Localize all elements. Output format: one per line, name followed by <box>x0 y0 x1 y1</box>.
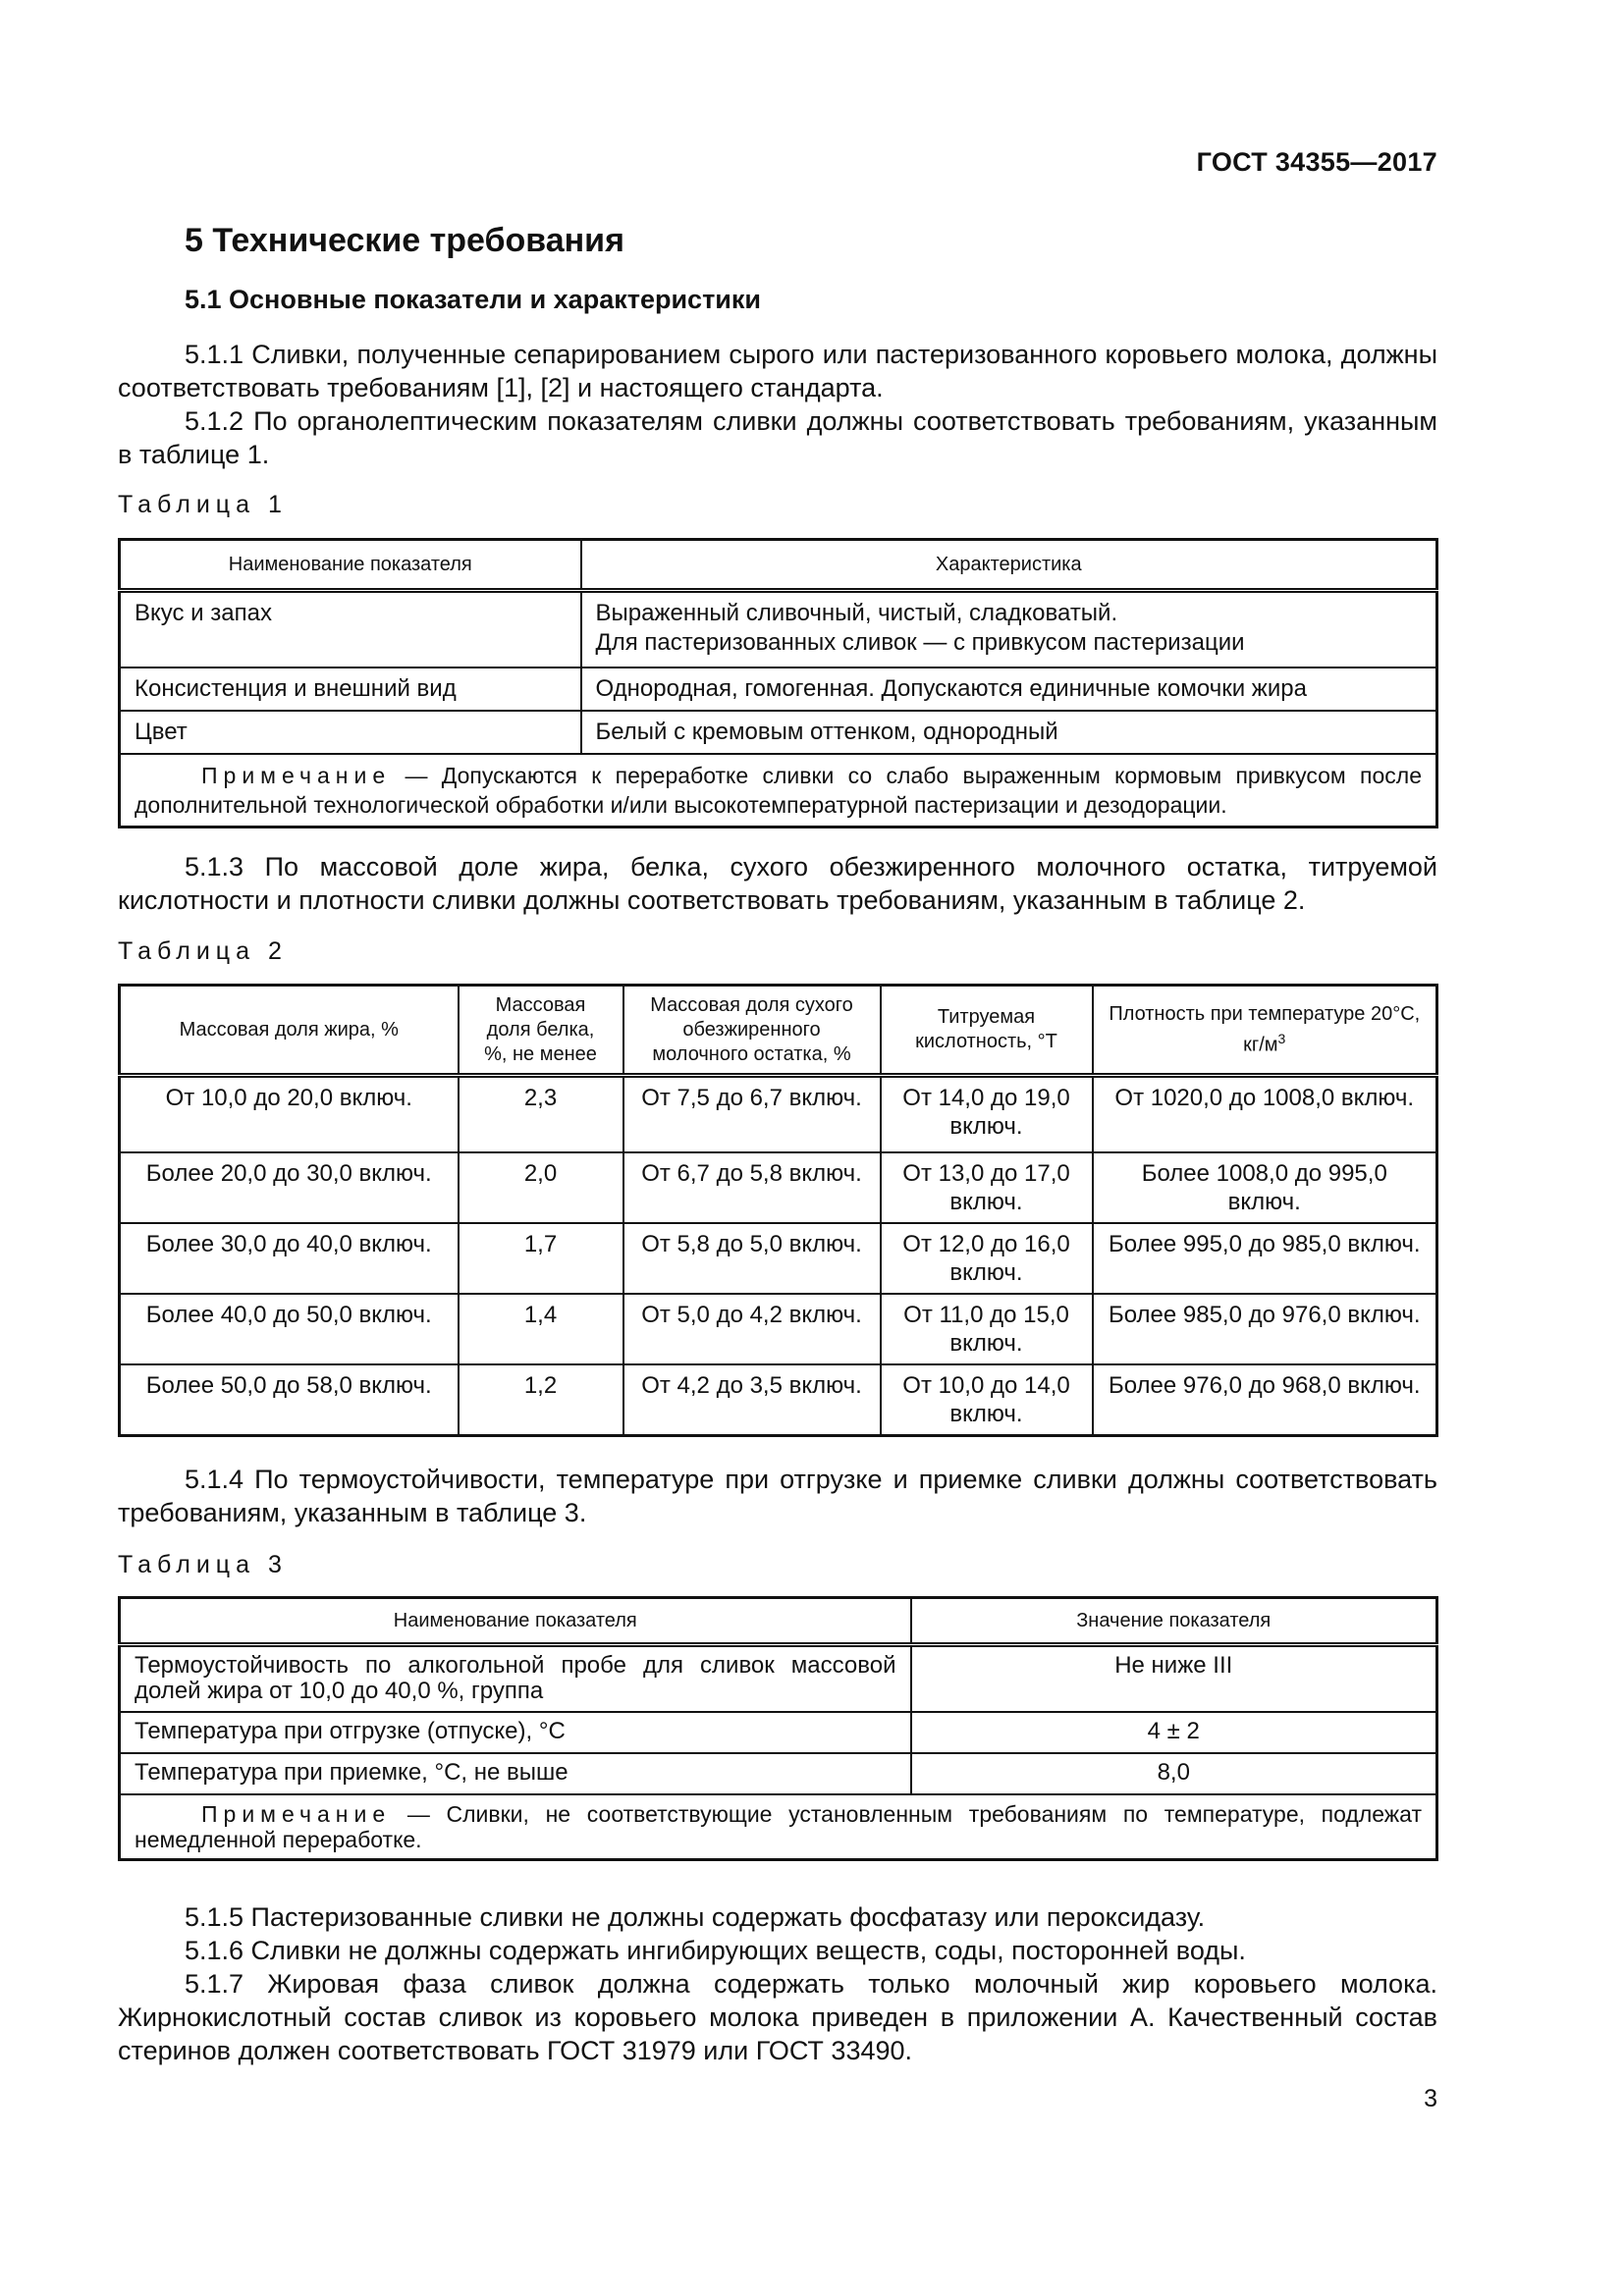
table-row <box>120 1753 1437 1794</box>
density: От 1020,0 до 1008,0 включ. <box>1093 1076 1437 1152</box>
paragraph-text: 5.1.3 По массовой доле жира, белка, сухого обезжиренного молочного остатка, титруемой кислотности и плотности сливки должны соответствовать требованиям, указанным в таблице 2. <box>118 852 1437 915</box>
protein-fraction: 1,7 <box>459 1223 623 1294</box>
table-header-row <box>120 1598 1437 1645</box>
table3-caption: Таблица 3 <box>118 1551 288 1578</box>
dry-residue: От 4,2 до 3,5 включ. <box>623 1364 881 1436</box>
density: Более 985,0 до 976,0 включ. <box>1093 1294 1437 1364</box>
table-note <box>120 1794 1437 1860</box>
table2-caption: Таблица 2 <box>118 937 288 965</box>
table-row <box>120 1645 1437 1712</box>
paragraph-5-1-7 <box>118 1967 1437 2067</box>
column-header <box>1093 986 1437 1076</box>
value-line: Выраженный сливочный, чистый, сладковатый. <box>595 600 1118 626</box>
paragraph-5-1-4 <box>118 1463 1437 1529</box>
paragraph-text: 5.1.5 Пастеризованные сливки не должны содержать фосфатазу или пероксидазу. <box>185 1902 1206 1932</box>
indicator-value: Однородная, гомогенная. Допускаются единичные комочки жира <box>581 667 1437 711</box>
paragraph-5-1-5 <box>118 1900 1437 1934</box>
table-note-row <box>120 754 1437 828</box>
indicator-value: 4 ± 2 <box>911 1712 1437 1753</box>
table-row <box>120 1152 1437 1223</box>
density: Более 1008,0 до 995,0 включ. <box>1093 1152 1437 1223</box>
fat-fraction: От 10,0 до 20,0 включ. <box>120 1076 459 1152</box>
column-header: Значение показателя <box>911 1598 1437 1645</box>
paragraph-text: 5.1.2 По органолептическим показателям сливки должны соответствовать требованиям, указанным в таблице 1. <box>118 406 1437 469</box>
superscript: 3 <box>1277 1030 1286 1046</box>
paragraph-text: 5.1.4 По термоустойчивости, температуре при отгрузке и приемке сливки должны соответствовать требованиям, указанным в таблице 3. <box>118 1465 1437 1527</box>
note-label: Примечание <box>201 762 392 788</box>
page-number: 3 <box>1424 2085 1437 2112</box>
acidity: От 12,0 до 16,0 включ. <box>881 1223 1093 1294</box>
subsection-title: 5.1 Основные показатели и характеристики <box>185 285 761 314</box>
table-note <box>120 754 1437 828</box>
table1-caption: Таблица 1 <box>118 491 288 518</box>
table-row <box>120 1294 1437 1364</box>
table-header-row <box>120 986 1437 1076</box>
dry-residue: От 5,0 до 4,2 включ. <box>623 1294 881 1364</box>
protein-fraction: 2,3 <box>459 1076 623 1152</box>
section-title: 5 Технические требования <box>185 222 624 259</box>
fat-fraction: Более 20,0 до 30,0 включ. <box>120 1152 459 1223</box>
indicator-name: Вкус и запах <box>120 591 581 667</box>
fat-fraction: Более 50,0 до 58,0 включ. <box>120 1364 459 1436</box>
table-row <box>120 667 1437 711</box>
indicator-name: Температура при приемке, °С, не выше <box>120 1753 911 1794</box>
indicator-name: Цвет <box>120 711 581 754</box>
table-header-row <box>120 540 1437 591</box>
protein-fraction: 2,0 <box>459 1152 623 1223</box>
value-line: Для пастеризованных сливок — с привкусом пастеризации <box>595 629 1245 656</box>
note-text: — Сливки, не соответствующие установленным требованиям по температуре, подлежат немедленной переработке. <box>135 1800 1422 1852</box>
note-text: — Допускаются к переработке сливки со слабо выраженным кормовым привкусом после дополнительной технологической обработки и/или высокотемпературной пастеризации и дезодорации. <box>135 762 1422 818</box>
column-header: Титруемая кислотность, °Т <box>881 986 1093 1076</box>
indicator-value: Не ниже III <box>911 1645 1437 1712</box>
table-row <box>120 591 1437 667</box>
density: Более 995,0 до 985,0 включ. <box>1093 1223 1437 1294</box>
paragraph-text: 5.1.7 Жировая фаза сливок должна содержать только молочный жир коровьего молока. Жирнокислотный состав сливок из коровьего молока приведен в приложении А. Качественный состав стеринов должен соответствовать ГОСТ 31979 или ГОСТ 33490. <box>118 1969 1437 2065</box>
paragraph-5-1-3 <box>118 850 1437 917</box>
paragraph-5-1-1 <box>118 338 1437 404</box>
table-row <box>120 1076 1437 1152</box>
column-header: Наименование показателя <box>120 1598 911 1645</box>
protein-fraction: 1,4 <box>459 1294 623 1364</box>
indicator-name: Термоустойчивость по алкогольной пробе для сливок массовой долей жира от 10,0 до 40,0 %, группа <box>120 1645 911 1712</box>
fat-fraction: Более 30,0 до 40,0 включ. <box>120 1223 459 1294</box>
indicator-name: Консистенция и внешний вид <box>120 667 581 711</box>
table-2-physicochemical <box>118 984 1438 1437</box>
acidity: От 11,0 до 15,0 включ. <box>881 1294 1093 1364</box>
paragraph-text: 5.1.6 Сливки не должны содержать ингибирующих веществ, соды, посторонней воды. <box>185 1936 1246 1965</box>
acidity: От 14,0 до 19,0 включ. <box>881 1076 1093 1152</box>
table-row <box>120 1712 1437 1753</box>
indicator-value: Белый с кремовым оттенком, однородный <box>581 711 1437 754</box>
dry-residue: От 5,8 до 5,0 включ. <box>623 1223 881 1294</box>
header-text: Плотность при температуре 20°С, кг/м <box>1109 1002 1421 1056</box>
document-code: ГОСТ 34355—2017 <box>1196 147 1437 177</box>
paragraph-text: 5.1.1 Сливки, полученные сепарированием сырого или пастеризованного коровьего молока, должны соответствовать требованиям [1], [2] и настоящего стандарта. <box>118 340 1437 402</box>
dry-residue: От 7,5 до 6,7 включ. <box>623 1076 881 1152</box>
paragraph-5-1-2 <box>118 404 1437 471</box>
table-1-organoleptic <box>118 538 1438 828</box>
indicator-value <box>581 591 1437 667</box>
column-header: Массовая доля сухого обезжиренного молочного остатка, % <box>623 986 881 1076</box>
table-3-thermal <box>118 1596 1438 1861</box>
indicator-value: 8,0 <box>911 1753 1437 1794</box>
column-header: Характеристика <box>581 540 1437 591</box>
table-note-row <box>120 1794 1437 1860</box>
indicator-name: Температура при отгрузке (отпуске), °С <box>120 1712 911 1753</box>
column-header: Массовая доля белка, %, не менее <box>459 986 623 1076</box>
density: Более 976,0 до 968,0 включ. <box>1093 1364 1437 1436</box>
paragraph-5-1-6 <box>118 1934 1437 1967</box>
column-header: Наименование показателя <box>120 540 581 591</box>
fat-fraction: Более 40,0 до 50,0 включ. <box>120 1294 459 1364</box>
acidity: От 13,0 до 17,0 включ. <box>881 1152 1093 1223</box>
column-header: Массовая доля жира, % <box>120 986 459 1076</box>
note-label: Примечание <box>201 1800 392 1827</box>
table-row <box>120 1223 1437 1294</box>
table-row <box>120 711 1437 754</box>
table-row <box>120 1364 1437 1436</box>
protein-fraction: 1,2 <box>459 1364 623 1436</box>
dry-residue: От 6,7 до 5,8 включ. <box>623 1152 881 1223</box>
acidity: От 10,0 до 14,0 включ. <box>881 1364 1093 1436</box>
